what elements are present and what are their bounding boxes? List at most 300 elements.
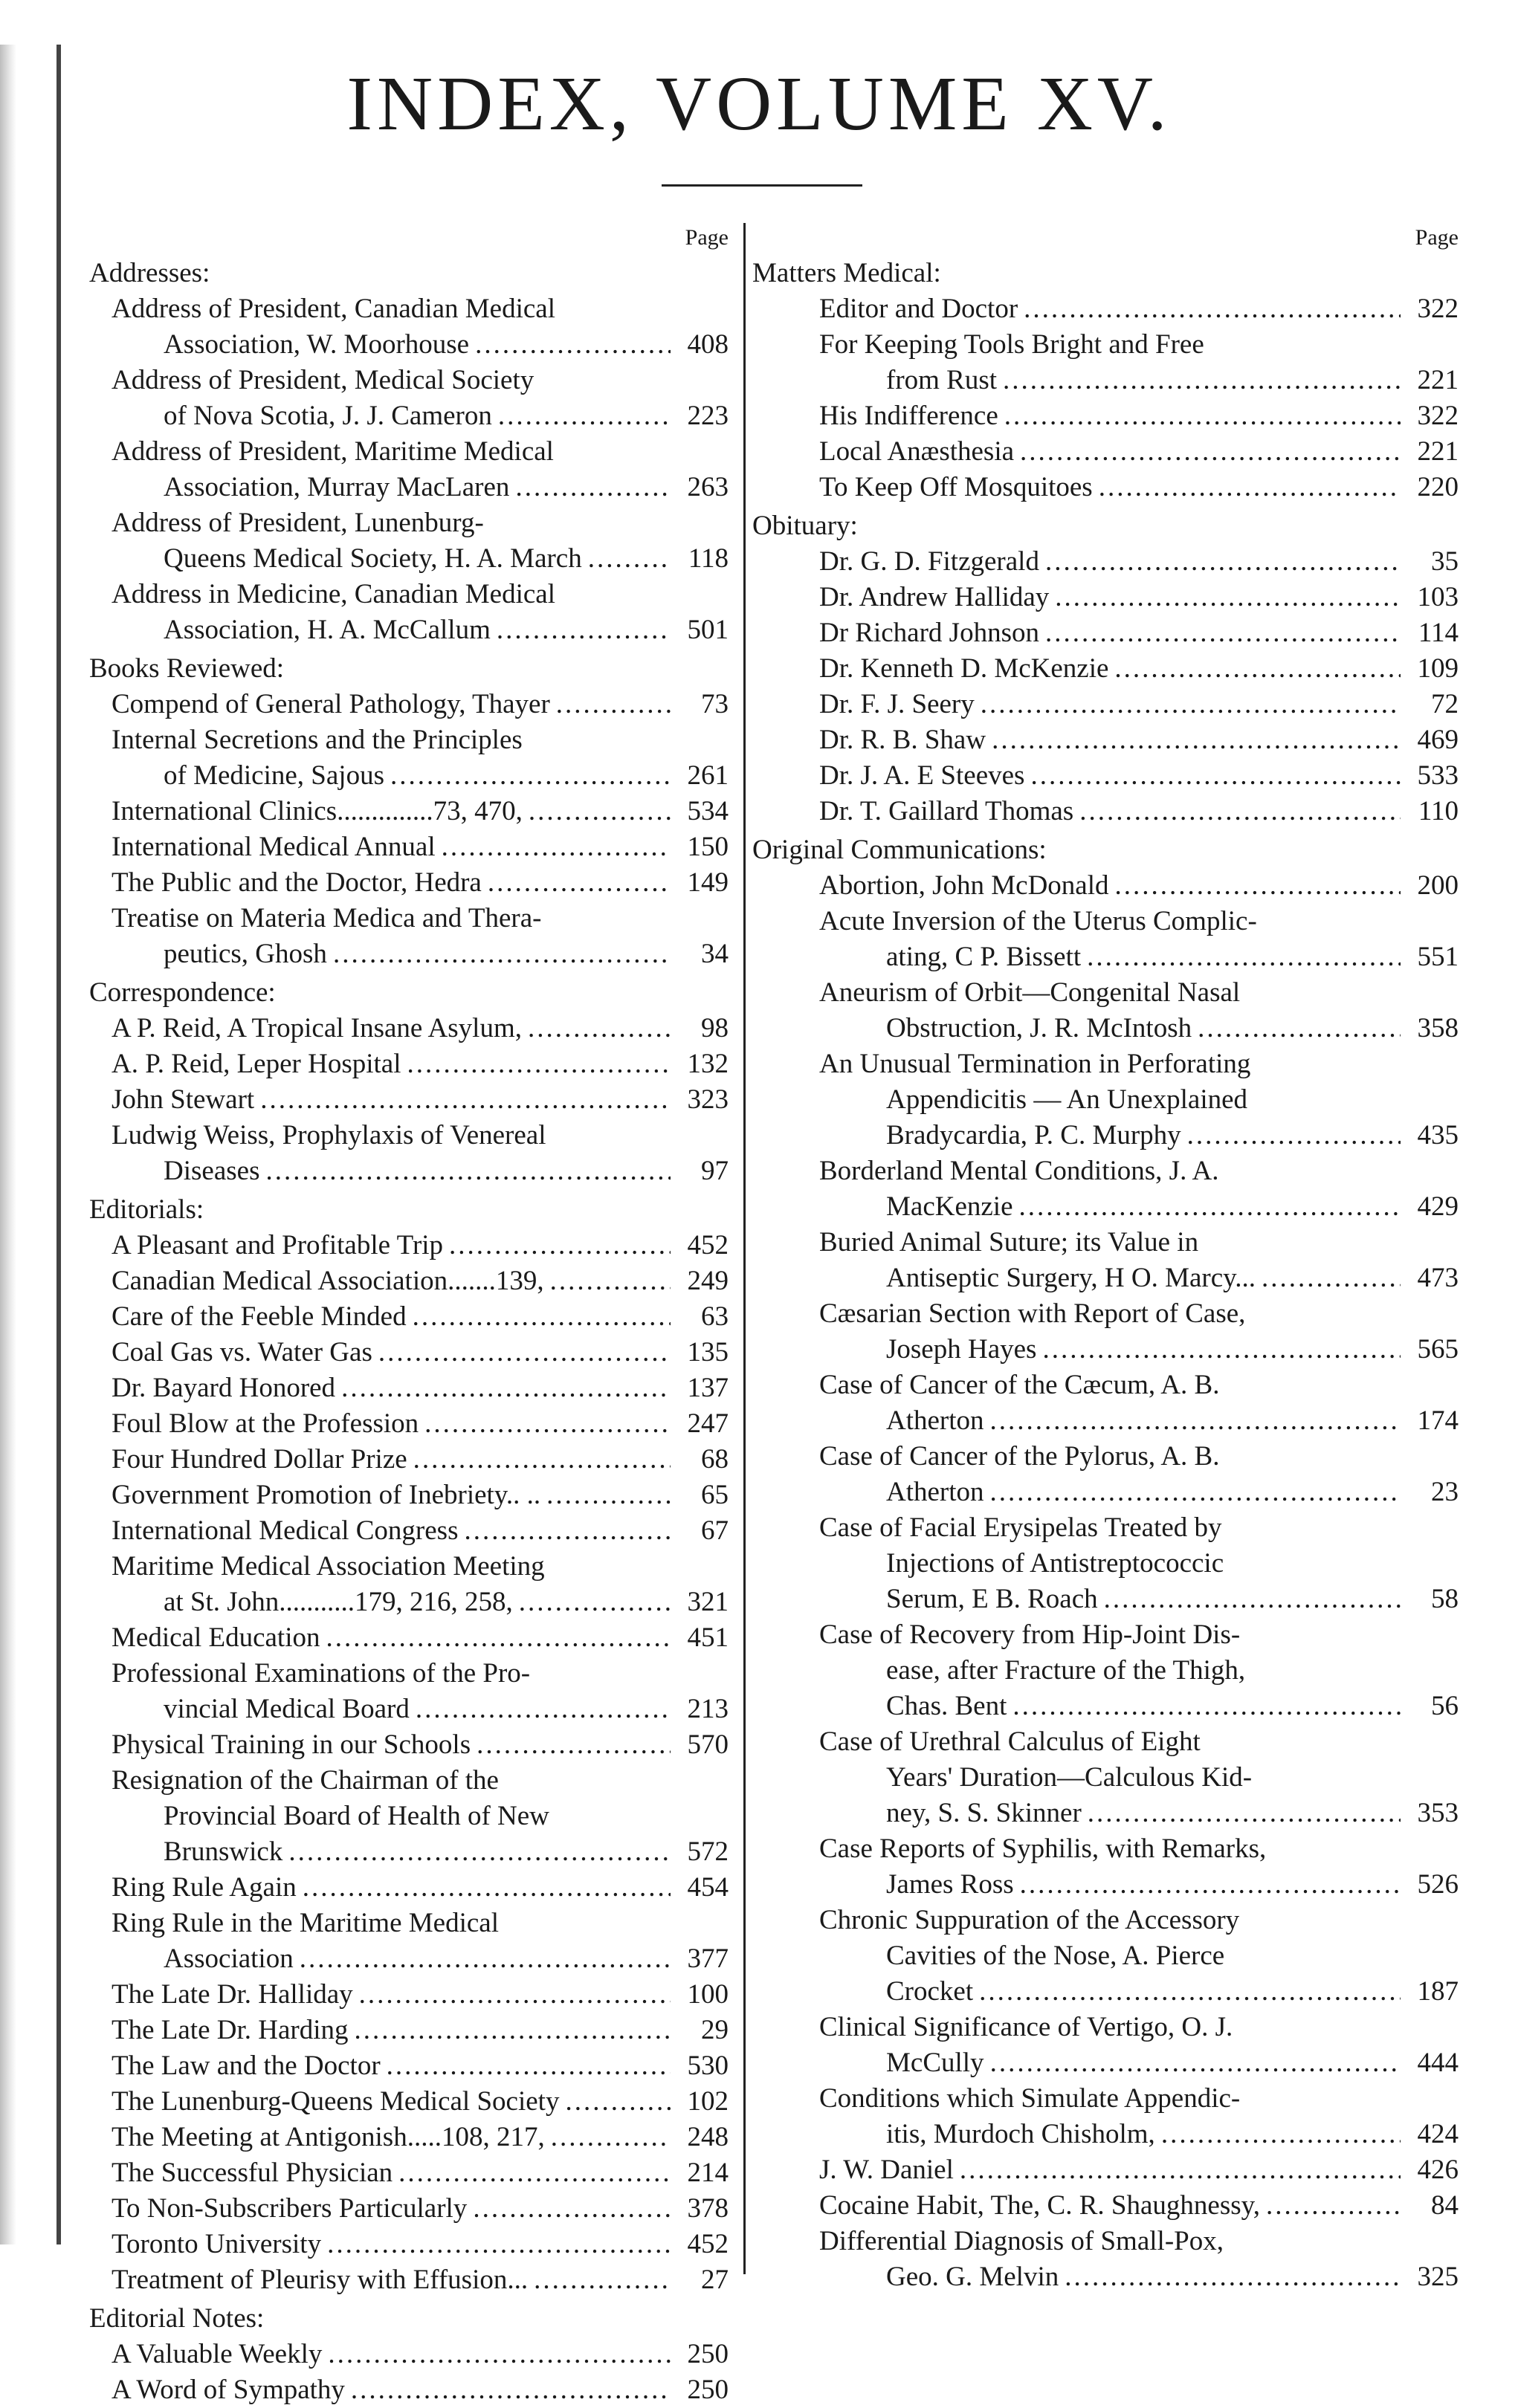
entry-last-line — [752, 1118, 1459, 1153]
entry-text-line: Buried Animal Suture; its Value in — [819, 1227, 1199, 1258]
title-rule — [662, 184, 862, 187]
entry-text-line: Chronic Suppuration of the Accessory — [819, 1905, 1240, 1935]
entry-last-line — [89, 2372, 729, 2408]
entry-text: Dr. J. A. E Steeves — [819, 760, 1025, 791]
entry-text: Cocaine Habit, The, C. R. Shaughnessy, — [819, 2190, 1260, 2221]
entry-text-line: Case Reports of Syphilis, with Remarks, — [819, 1833, 1267, 1864]
entry-text: Obstruction, J. R. McIntosh — [886, 1013, 1192, 1043]
index-entry — [89, 1870, 729, 1906]
entry-text-line: Case of Cancer of the Cæcum, A. B. — [819, 1370, 1220, 1400]
entry-text: from Rust — [886, 365, 998, 395]
index-entry — [89, 1727, 729, 1763]
entry-text: Queens Medical Society, H. A. March — [164, 543, 582, 574]
entry-text-line: Professional Examinations of the Pro- — [112, 1658, 531, 1689]
entry-text-line: Case of Facial Erysipelas Treated by — [819, 1512, 1222, 1543]
dot-leader — [588, 541, 671, 577]
dot-leader — [1042, 1332, 1401, 1368]
dot-leader — [1045, 544, 1401, 580]
entry-text: Serum, E B. Roach — [886, 1584, 1098, 1614]
entry-text-line: Address in Medicine, Canadian Medical — [112, 579, 555, 609]
entry-text-line: Cæsarian Section with Report of Case, — [819, 1298, 1246, 1329]
index-entry — [752, 327, 1459, 398]
dot-leader — [327, 2227, 671, 2262]
dot-leader — [1003, 363, 1401, 398]
page-number: 98 — [701, 1013, 729, 1043]
index-entry — [89, 1118, 729, 1189]
entry-text-line: Acute Inversion of the Uterus Complic- — [819, 906, 1257, 936]
entry-text: ney, S. S. Skinner — [886, 1798, 1082, 1828]
index-entry — [89, 1620, 729, 1656]
dot-leader — [515, 470, 671, 505]
page-number: 429 — [1417, 1191, 1459, 1222]
right-column — [752, 223, 1459, 2295]
page-number: 323 — [687, 1084, 729, 1115]
entry-last-line — [752, 651, 1459, 687]
entry-text: A Valuable Weekly — [112, 2339, 323, 2369]
dot-leader — [328, 2337, 671, 2372]
dot-leader — [1012, 1689, 1401, 1724]
entry-text: ating, C P. Bissett — [886, 942, 1082, 972]
dot-leader — [1187, 1118, 1401, 1153]
index-entry — [89, 2120, 729, 2155]
dot-leader — [1266, 2188, 1401, 2224]
dot-leader — [1099, 470, 1401, 505]
entry-last-line — [89, 1370, 729, 1406]
dot-leader — [1030, 758, 1401, 794]
section-title: Original Communications: — [752, 835, 1047, 865]
entry-last-line — [752, 758, 1459, 794]
index-entry — [752, 904, 1459, 975]
entry-last-line — [89, 2048, 729, 2084]
page-number: 501 — [687, 615, 729, 645]
dot-leader — [1019, 1189, 1401, 1225]
index-entry — [89, 434, 729, 505]
index-entry — [89, 2084, 729, 2120]
dot-leader — [413, 1442, 671, 1478]
entry-last-line — [752, 868, 1459, 904]
page-number: 65 — [701, 1480, 729, 1510]
entry-text: Diseases — [164, 1156, 260, 1186]
entry-last-line — [752, 687, 1459, 722]
dot-leader — [1115, 868, 1401, 904]
dot-leader — [519, 1585, 671, 1620]
entry-text: To Non-Subscribers Particularly — [112, 2193, 468, 2224]
entry-text: The Law and the Doctor — [112, 2051, 381, 2081]
entry-text: Association, Murray MacLaren — [164, 472, 510, 502]
index-entry — [89, 2337, 729, 2372]
entry-text-line: Appendicitis — An Unexplained — [886, 1084, 1248, 1115]
dot-leader — [1114, 651, 1401, 687]
dot-leader — [1088, 1796, 1401, 1831]
dot-leader — [1055, 580, 1401, 615]
dot-leader — [333, 936, 671, 972]
dot-leader — [990, 1475, 1401, 1510]
entry-last-line — [89, 2191, 729, 2227]
index-entry — [89, 505, 729, 577]
section-title: Editorials: — [89, 1194, 204, 1225]
entry-text: Association, H. A. McCallum — [164, 615, 491, 645]
index-entry — [89, 2155, 729, 2191]
dot-leader — [265, 1153, 671, 1189]
dot-leader — [990, 1403, 1401, 1439]
entry-text: Ring Rule Again — [112, 1872, 297, 1903]
entry-last-line — [89, 2227, 729, 2262]
index-entry — [752, 615, 1459, 651]
page-number: 452 — [687, 2229, 729, 2259]
dot-leader — [413, 1299, 671, 1335]
index-entry — [752, 2188, 1459, 2224]
entry-last-line — [752, 1332, 1459, 1368]
page-number: 572 — [687, 1836, 729, 1867]
entry-text-line: Clinical Significance of Vertigo, O. J. — [819, 2012, 1233, 2042]
entry-text-line: An Unusual Termination in Perforating — [819, 1049, 1251, 1079]
entry-last-line — [89, 1870, 729, 1906]
index-entry — [89, 1906, 729, 1977]
page-number: 23 — [1431, 1477, 1459, 1507]
page-number: 469 — [1417, 725, 1459, 755]
page-title: INDEX, VOLUME XV. — [346, 61, 1172, 146]
index-entry — [89, 1977, 729, 2013]
dot-leader — [488, 865, 671, 901]
entry-text: Atherton — [886, 1405, 984, 1436]
dot-leader — [407, 1046, 671, 1082]
entry-text: International Medical Annual — [112, 832, 436, 862]
page-number: 249 — [687, 1266, 729, 1296]
index-entry — [752, 580, 1459, 615]
entry-text-line: Address of President, Medical Society — [112, 365, 534, 395]
entry-text: To Keep Off Mosquitoes — [819, 472, 1093, 502]
page-number: 68 — [701, 1444, 729, 1475]
entry-last-line — [89, 1692, 729, 1727]
entry-last-line — [89, 2084, 729, 2120]
index-entry — [752, 2010, 1459, 2081]
page-number: 84 — [1431, 2190, 1459, 2221]
entry-last-line — [752, 2117, 1459, 2152]
page-number: 250 — [687, 2375, 729, 2405]
entry-text: of Medicine, Sajous — [164, 760, 384, 791]
index-entry — [89, 2227, 729, 2262]
index-entry — [89, 722, 729, 794]
index-section — [89, 651, 729, 972]
index-entry — [89, 901, 729, 972]
entry-last-line — [89, 758, 729, 794]
entry-last-line — [89, 1153, 729, 1189]
entry-last-line — [89, 794, 729, 829]
page-number: 322 — [1417, 294, 1459, 324]
index-entry — [752, 1225, 1459, 1296]
page-number: 530 — [687, 2051, 729, 2081]
page-number: 34 — [701, 939, 729, 969]
index-entry — [752, 1439, 1459, 1510]
entry-text-line: Resignation of the Chairman of the — [112, 1765, 499, 1796]
entry-last-line — [752, 1011, 1459, 1046]
entry-last-line — [89, 327, 729, 363]
column-divider — [743, 223, 746, 2274]
entry-last-line — [89, 1082, 729, 1118]
entry-last-line — [89, 398, 729, 434]
entry-last-line — [752, 1260, 1459, 1296]
entry-last-line — [89, 865, 729, 901]
entry-text: Association, W. Moorhouse — [164, 329, 470, 360]
entry-last-line — [89, 2120, 729, 2155]
entry-last-line — [89, 1585, 729, 1620]
page-number: 118 — [688, 543, 729, 574]
page-number: 408 — [687, 329, 729, 360]
page-number: 187 — [1417, 1976, 1459, 2007]
entry-last-line — [752, 1475, 1459, 1510]
entry-last-line — [752, 544, 1459, 580]
dot-leader — [546, 1478, 671, 1513]
dot-leader — [390, 758, 671, 794]
page-number: 435 — [1417, 1120, 1459, 1150]
index-entry — [89, 2372, 729, 2408]
page-number: 325 — [1417, 2262, 1459, 2292]
entry-text: Dr Richard Johnson — [819, 618, 1039, 648]
dot-leader — [442, 829, 671, 865]
index-entry — [89, 1442, 729, 1478]
page-number: 110 — [1418, 796, 1459, 826]
index-entry — [752, 1617, 1459, 1724]
entry-text: Medical Education — [112, 1622, 320, 1653]
dot-leader — [1045, 615, 1401, 651]
entry-last-line — [752, 939, 1459, 975]
entry-last-line — [89, 1011, 729, 1046]
entry-text: The Successful Physician — [112, 2158, 393, 2188]
entry-last-line — [752, 794, 1459, 829]
index-entry — [89, 865, 729, 901]
index-entry — [89, 363, 729, 434]
entry-text: Atherton — [886, 1477, 984, 1507]
index-entry — [752, 758, 1459, 794]
entry-last-line — [752, 2188, 1459, 2224]
dot-leader — [464, 1513, 671, 1549]
entry-text: The Late Dr. Halliday — [112, 1979, 353, 2010]
page-number: 250 — [687, 2339, 729, 2369]
dot-leader — [528, 1011, 671, 1046]
index-entry — [752, 687, 1459, 722]
page-number: 426 — [1417, 2155, 1459, 2185]
entry-text: His Indifference — [819, 401, 998, 431]
entry-text-line: ease, after Fracture of the Thigh, — [886, 1655, 1246, 1686]
entry-text-line: Ludwig Weiss, Prophylaxis of Venereal — [112, 1120, 546, 1150]
page-number: 109 — [1417, 653, 1459, 684]
page-number: 378 — [687, 2193, 729, 2224]
dot-leader — [551, 2120, 671, 2155]
entry-last-line — [89, 1620, 729, 1656]
entry-text: Dr. Andrew Halliday — [819, 582, 1050, 612]
entry-text: Dr. R. B. Shaw — [819, 725, 986, 755]
entry-text: Chas. Bent — [886, 1691, 1007, 1721]
section-title: Matters Medical: — [752, 258, 941, 288]
dot-leader — [550, 1263, 671, 1299]
index-entry — [89, 2048, 729, 2084]
index-entry — [752, 1510, 1459, 1617]
scan-shadow-edge — [0, 45, 16, 2244]
dot-leader — [378, 1335, 671, 1370]
index-entry — [89, 1228, 729, 1263]
dot-leader — [477, 1727, 671, 1763]
dot-leader — [1198, 1011, 1401, 1046]
section-title: Obituary: — [752, 511, 858, 541]
index-entry — [752, 1046, 1459, 1153]
dot-leader — [498, 398, 671, 434]
entry-text: Toronto University — [112, 2229, 322, 2259]
entry-text-line: Treatise on Materia Medica and Thera- — [112, 903, 542, 933]
page-number: 247 — [687, 1408, 729, 1439]
entry-text: itis, Murdoch Chisholm, — [886, 2119, 1155, 2149]
page-number: 132 — [687, 1049, 729, 1079]
index-entry — [752, 1296, 1459, 1368]
entry-text: James Ross — [886, 1869, 1014, 1900]
dot-leader — [449, 1228, 671, 1263]
page-number: 200 — [1417, 870, 1459, 901]
entry-last-line — [89, 2013, 729, 2048]
index-entry — [89, 1263, 729, 1299]
entry-last-line — [89, 1478, 729, 1513]
entry-text: Four Hundred Dollar Prize — [112, 1444, 407, 1475]
entry-text: Physical Training in our Schools — [112, 1729, 471, 1760]
section-title: Correspondence: — [89, 977, 276, 1008]
index-entry — [752, 470, 1459, 505]
section-title: Editorial Notes: — [89, 2303, 265, 2334]
entry-text: Dr. G. D. Fitzgerald — [819, 546, 1039, 577]
dot-leader — [288, 1834, 671, 1870]
entry-last-line — [89, 2337, 729, 2372]
dot-leader — [979, 1974, 1401, 2010]
entry-last-line — [89, 2262, 729, 2298]
left-column — [89, 223, 729, 2408]
right-sections — [752, 256, 1459, 2295]
entry-text: Dr. Kenneth D. McKenzie — [819, 653, 1109, 684]
entry-text: peutics, Ghosh — [164, 939, 327, 969]
entry-last-line — [752, 2259, 1459, 2295]
entry-last-line — [89, 1335, 729, 1370]
entry-text: Bradycardia, P. C. Murphy — [886, 1120, 1181, 1150]
entry-text: Government Promotion of Inebriety.. .. — [112, 1480, 541, 1510]
index-entry — [752, 2152, 1459, 2188]
entry-text: The Meeting at Antigonish.....108, 217, — [112, 2122, 545, 2152]
entry-text: Association — [164, 1943, 294, 1974]
dot-leader — [326, 1620, 671, 1656]
page-number: 137 — [687, 1373, 729, 1403]
index-entry — [752, 1724, 1459, 1831]
entry-last-line — [752, 1974, 1459, 2010]
dot-leader — [416, 1692, 671, 1727]
index-entry — [89, 1046, 729, 1082]
index-entry — [89, 577, 729, 648]
dot-leader — [473, 2191, 671, 2227]
dot-leader — [341, 1370, 671, 1406]
entry-text-line: Injections of Antistreptococcic — [886, 1548, 1224, 1579]
entry-last-line — [752, 2152, 1459, 2188]
dot-leader — [1020, 1867, 1401, 1903]
page-number: 150 — [687, 832, 729, 862]
page-number: 220 — [1417, 472, 1459, 502]
dot-leader — [1262, 1260, 1401, 1296]
entry-text: Dr. F. J. Seery — [819, 689, 975, 719]
entry-text: Coal Gas vs. Water Gas — [112, 1337, 372, 1368]
entry-last-line — [752, 1582, 1459, 1617]
entry-last-line — [89, 470, 729, 505]
index-section — [89, 256, 729, 648]
index-entry — [752, 1368, 1459, 1439]
index-section — [752, 508, 1459, 829]
entry-last-line — [752, 2045, 1459, 2081]
entry-text: vincial Medical Board — [164, 1694, 410, 1724]
entry-text: Joseph Hayes — [886, 1334, 1037, 1365]
entry-last-line — [89, 1977, 729, 2013]
index-entry — [752, 1903, 1459, 2010]
entry-text-line: Address of President, Lunenburg- — [112, 508, 484, 538]
entry-text: The Public and the Doctor, Hedra — [112, 867, 482, 898]
dot-leader — [534, 2262, 671, 2298]
page-number: 103 — [1417, 582, 1459, 612]
page-number: 223 — [687, 401, 729, 431]
dot-leader — [529, 794, 671, 829]
index-entry — [89, 2013, 729, 2048]
index-entry — [752, 2224, 1459, 2295]
entry-last-line — [752, 1189, 1459, 1225]
entry-last-line — [89, 1046, 729, 1082]
dot-leader — [565, 2084, 671, 2120]
entry-last-line — [752, 398, 1459, 434]
entry-text-line: Address of President, Canadian Medical — [112, 294, 555, 324]
dot-leader — [1020, 434, 1401, 470]
entry-text-line: Differential Diagnosis of Small-Pox, — [819, 2226, 1224, 2256]
dot-leader — [398, 2155, 671, 2191]
page-number: 526 — [1417, 1869, 1459, 1900]
dot-leader — [1104, 1582, 1401, 1617]
entry-last-line — [89, 1263, 729, 1299]
index-entry — [89, 1370, 729, 1406]
entry-text: John Stewart — [112, 1084, 255, 1115]
page-number: 149 — [687, 867, 729, 898]
entry-last-line — [89, 1727, 729, 1763]
index-entry — [752, 722, 1459, 758]
index-entry — [752, 794, 1459, 829]
index-entry — [752, 1831, 1459, 1903]
entry-last-line — [752, 1689, 1459, 1724]
entry-text-line: For Keeping Tools Bright and Free — [819, 329, 1204, 360]
entry-text: Abortion, John McDonald — [819, 870, 1109, 901]
entry-last-line — [89, 1299, 729, 1335]
dot-leader — [1161, 2117, 1401, 2152]
entry-last-line — [89, 1834, 729, 1870]
page-number: 533 — [1417, 760, 1459, 791]
entry-text: Canadian Medical Association.......139, — [112, 1266, 544, 1296]
index-section — [752, 832, 1459, 2295]
dot-leader — [1065, 2259, 1401, 2295]
binding-line — [56, 45, 61, 2244]
page-number: 102 — [687, 2086, 729, 2117]
entry-last-line — [752, 1796, 1459, 1831]
page-number: 358 — [1417, 1013, 1459, 1043]
dot-leader — [351, 2372, 671, 2408]
index-entry — [89, 687, 729, 722]
entry-text: Antiseptic Surgery, H O. Marcy... — [886, 1263, 1256, 1293]
left-sections — [89, 256, 729, 2408]
entry-text: Compend of General Pathology, Thayer — [112, 689, 550, 719]
dot-leader — [1079, 794, 1401, 829]
entry-text: The Lunenburg-Queens Medical Society — [112, 2086, 560, 2117]
entry-text: The Late Dr. Harding — [112, 2015, 349, 2045]
index-entry — [89, 1763, 729, 1870]
dot-leader — [960, 2152, 1401, 2188]
index-entry — [752, 1153, 1459, 1225]
entry-text-line: Case of Urethral Calculus of Eight — [819, 1726, 1201, 1757]
index-entry — [752, 868, 1459, 904]
entry-last-line — [752, 1867, 1459, 1903]
